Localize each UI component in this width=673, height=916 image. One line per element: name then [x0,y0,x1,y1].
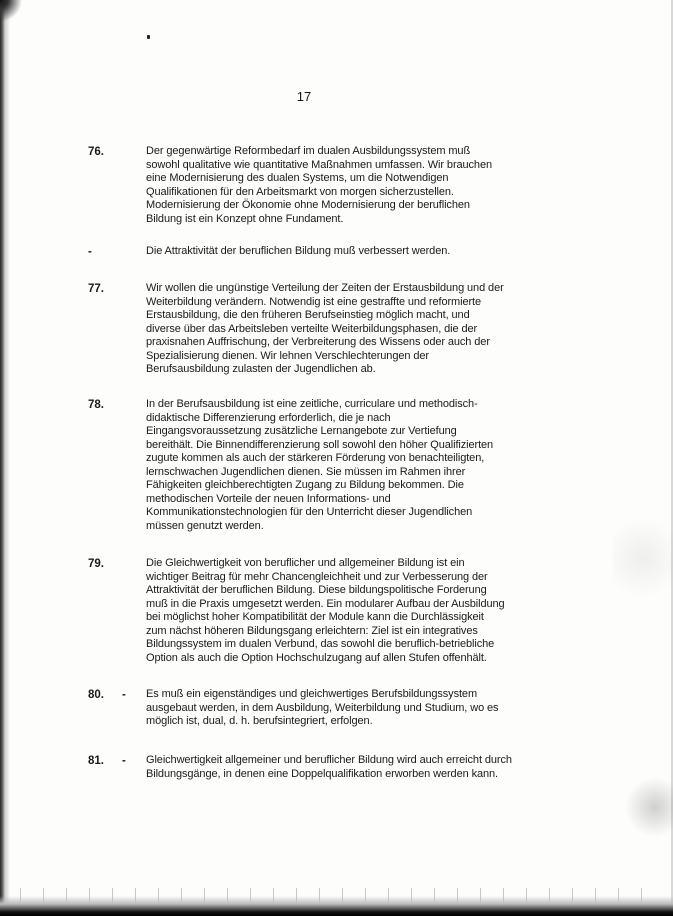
text-line: Fähigkeiten gleichberechtigten Zugang zu Bildung bekommen. Die [146,479,464,491]
text-line: Kommunikationstechnologien für den Unterricht dieser Jugendlichen [146,506,473,518]
text-line: Bildungssystem im dualen Verbund, das sowohl die beruflich-betriebliche [146,638,495,650]
text-line: möglich ist, dual, d. h. berufsintegriert, erfolgen. [146,715,373,727]
text-line: Modernisierung der Ökonomie ohne Modernisierung der beruflichen [146,199,470,211]
paragraph-text [146,245,536,259]
scan-left-edge [0,0,10,916]
text-line: ausgebaut werden, in dem Ausbildung, Weiterbildung und Studium, wo es [146,701,499,714]
paragraph-text [146,145,536,226]
text-line: Berufsausbildung zulasten der Jugendlichen ab. [146,363,376,375]
paragraph-number: 78. [88,399,104,411]
text-line: Die Gleichwertigkeit von beruflicher und allgemeiner Bildung ist ein [146,557,465,569]
text-line: bei möglichst hoher Kompatibilität der Module kann die Durchlässigkeit [146,611,484,623]
text-line: zugute kommen als auch der stärkeren Förderung von benachteiligten, [146,452,485,464]
paragraph-number: 80. [88,689,104,701]
text-line: Eingangsvoraussetzung zusätzliche Lernangebote zur Vertiefung [146,425,457,437]
text-line: müssen genutzt werden. [146,519,264,532]
text-line: praxisnahen Auffrischung, der Verbreiterung des Wissens oder auch der [146,336,490,348]
text-line: Weiterbildung verändern. Notwendig ist eine gestraffte und reformierte [146,295,482,308]
text-line: bereithält. Die Binnendifferenzierung soll sowohl den höher Qualifizierten [146,438,494,451]
paragraph-text [146,557,536,665]
paragraph-dash: - [122,755,126,767]
paragraph-text [146,688,536,729]
text-line: wichtiger Beitrag für mehr Chancengleichheit und zur Verbesserung der [146,570,488,583]
text-line: Spezialisierung dienen. Wir lehnen Verschlechterungen der [146,349,429,362]
text-line: lernschwachen Jugendlichen dienen. Sie müssen im Rahmen ihrer [146,465,466,478]
paragraph-dash: - [122,689,126,701]
paragraph-number: 76. [88,146,104,158]
paragraph-number: 79. [88,558,104,570]
text-line: didaktische Differenzierung erforderlich, die je nach [146,411,391,424]
text-line: Erstausbildung, die den früheren Berufseinstieg möglich macht, und [146,309,470,321]
paragraph-number: - [88,246,92,258]
scan-noise [613,60,673,890]
scan-corner-shadow [0,0,30,40]
paragraph-text [146,398,536,533]
text-line: sowohl qualitative wie quantitative Maßnahmen umfassen. Wir brauchen [146,158,492,171]
text-line: Der gegenwärtige Reformbedarf im dualen Ausbildungssystem muß [146,145,471,157]
text-line: methodischen Vorteile der neuen Informations- und [146,492,391,505]
paragraph-text [146,282,536,377]
text-line: Option als auch die Option Hochschulzugang auf allen Stufen offenhält. [146,651,487,664]
text-line: Bildungsgänge, in denen eine Doppelqualifikation erworben werden kann. [146,767,498,780]
text-line: muß in die Praxis umgesetzt werden. Ein modularer Aufbau der Ausbildung [146,597,505,610]
text-line: Die Attraktivität der beruflichen Bildung muß verbessert werden. [146,245,451,257]
text-line: In der Berufsausbildung ist eine zeitliche, curriculare und methodisch- [146,398,478,410]
scan-bottom-edge [0,896,673,916]
text-line: zum nächst höheren Bildungsgang erleichtern: Ziel ist ein integratives [146,624,478,637]
text-line: Wir wollen die ungünstige Verteilung der Zeiten der Erstausbildung und der [146,282,504,294]
text-line: diverse über das Arbeitsleben verteilte Weiterbildungsphasen, die der [146,322,478,335]
text-line: Qualifikationen für den Arbeitsmarkt von morgen sicherzustellen. [146,185,454,198]
paragraph-number: 81. [88,755,104,767]
text-line: Es muß ein eigenständiges und gleichwertiges Berufsbildungssystem [146,688,478,700]
text-line: Gleichwertigkeit allgemeiner und beruflicher Bildung wird auch erreicht durch [146,754,512,766]
page-number: 17 [296,89,312,104]
text-line: eine Modernisierung des dualen Systems, um die Notwendigen [146,172,449,184]
paragraph-text [146,754,536,781]
scan-speck [147,35,150,39]
text-line: Bildung ist ein Konzept ohne Fundament. [146,212,344,225]
paragraph-number: 77. [88,283,104,295]
text-line: Attraktivität der beruflichen Bildung. Diese bildungspolitische Forderung [146,584,487,596]
